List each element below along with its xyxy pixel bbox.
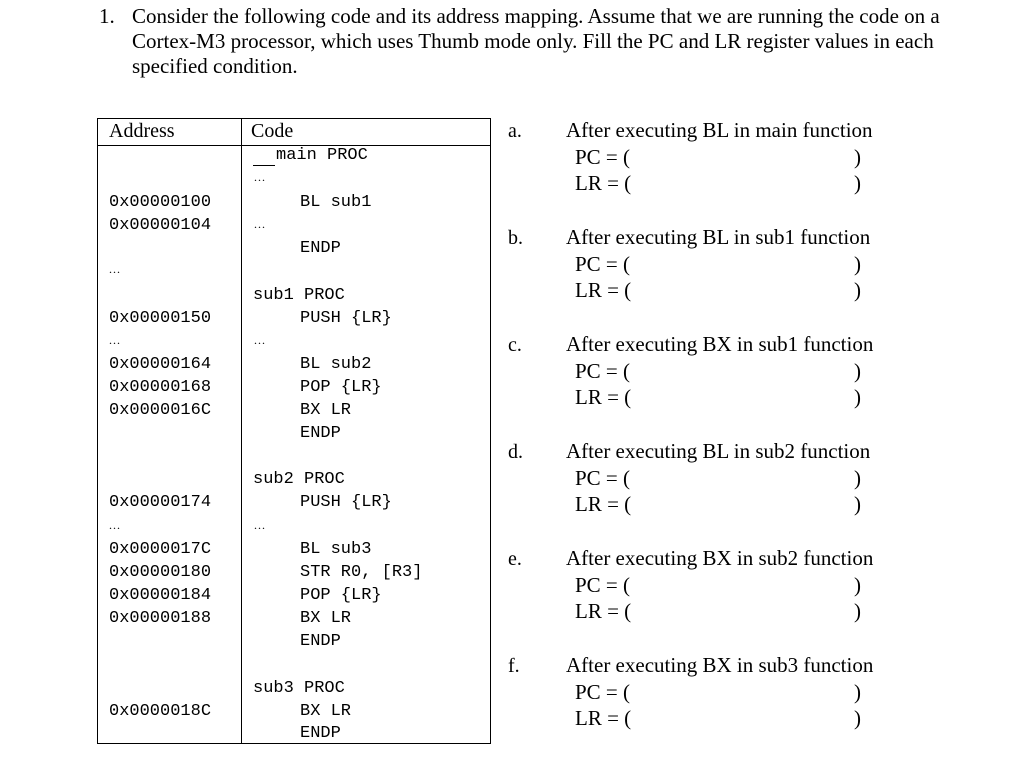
address-cell: 0x00000164 <box>109 355 212 374</box>
code-line: sub1 PROC <box>253 286 345 305</box>
close-paren: ) <box>854 145 861 169</box>
address-column-header: Address <box>109 120 175 142</box>
close-paren: ) <box>854 171 861 195</box>
address-cell: 0x00000104 <box>109 216 212 235</box>
pc-label: PC = ( <box>575 680 631 704</box>
pc-label: PC = ( <box>575 573 631 597</box>
code-ellipsis: ... <box>254 518 266 532</box>
address-cell: 0x00000168 <box>109 378 212 397</box>
code-line: BX LR <box>300 401 352 420</box>
code-line: STR R0, [R3] <box>300 563 423 582</box>
question-line: Consider the following code and its address mapping. Assume that we are running the code on a <box>132 4 940 28</box>
answer-title: After executing BL in sub2 function <box>566 439 871 463</box>
answer-title: After executing BX in sub3 function <box>566 653 874 677</box>
close-paren: ) <box>854 278 861 302</box>
lr-label: LR = ( <box>575 599 632 623</box>
code-line: BL sub1 <box>300 193 372 212</box>
address-cell: 0x00000174 <box>109 493 212 512</box>
answer-letter: c. <box>508 334 522 356</box>
code-line: main PROC <box>276 146 368 165</box>
answer-title: After executing BX in sub1 function <box>566 332 874 356</box>
close-paren: ) <box>854 599 861 623</box>
answer-letter: f. <box>508 655 520 677</box>
close-paren: ) <box>854 252 861 276</box>
close-paren: ) <box>854 492 861 516</box>
address-ellipsis: ... <box>109 262 121 276</box>
address-cell: 0x0000016C <box>109 401 212 420</box>
address-cell: 0x00000188 <box>109 609 212 628</box>
close-paren: ) <box>854 573 861 597</box>
answer-title: After executing BL in sub1 function <box>566 225 871 249</box>
lr-label: LR = ( <box>575 278 632 302</box>
main-underscore <box>253 165 275 166</box>
address-ellipsis: ... <box>109 518 121 532</box>
code-line: ENDP <box>300 632 341 651</box>
code-line: ENDP <box>300 239 341 258</box>
code-ellipsis: ... <box>254 170 266 184</box>
answer-title: After executing BX in sub2 function <box>566 546 874 570</box>
question-text <box>132 4 992 79</box>
close-paren: ) <box>854 359 861 383</box>
column-divider <box>241 119 242 743</box>
pc-label: PC = ( <box>575 145 631 169</box>
code-line: PUSH {LR} <box>300 493 392 512</box>
code-line: ENDP <box>300 724 341 743</box>
code-ellipsis: ... <box>254 333 266 347</box>
answer-letter: d. <box>508 441 523 463</box>
answer-letter: e. <box>508 548 522 570</box>
lr-label: LR = ( <box>575 385 632 409</box>
code-line: BX LR <box>300 609 352 628</box>
lr-label: LR = ( <box>575 492 632 516</box>
code-line: POP {LR} <box>300 586 382 605</box>
code-line: POP {LR} <box>300 378 382 397</box>
close-paren: ) <box>854 466 861 490</box>
answer-letter: b. <box>508 227 523 249</box>
address-cell: 0x00000100 <box>109 193 212 212</box>
address-ellipsis: ... <box>109 333 121 347</box>
address-cell: 0x00000180 <box>109 563 212 582</box>
lr-label: LR = ( <box>575 706 632 730</box>
code-line: BL sub2 <box>300 355 372 374</box>
answer-letter: a. <box>508 120 522 142</box>
pc-label: PC = ( <box>575 359 631 383</box>
address-cell: 0x00000150 <box>109 309 212 328</box>
address-cell: 0x00000184 <box>109 586 212 605</box>
address-cell: 0x0000017C <box>109 540 212 559</box>
pc-label: PC = ( <box>575 252 631 276</box>
code-column-header: Code <box>251 120 294 142</box>
answer-title: After executing BL in main function <box>566 118 873 142</box>
code-line: PUSH {LR} <box>300 309 392 328</box>
address-cell: 0x0000018C <box>109 702 212 721</box>
code-line: BL sub3 <box>300 540 372 559</box>
code-line: sub2 PROC <box>253 470 345 489</box>
code-table <box>97 118 491 744</box>
question-line: specified condition. <box>132 54 298 78</box>
code-line: BX LR <box>300 702 352 721</box>
close-paren: ) <box>854 385 861 409</box>
question-number: 1. <box>99 4 115 28</box>
code-line: ENDP <box>300 424 341 443</box>
close-paren: ) <box>854 706 861 730</box>
code-line: sub3 PROC <box>253 679 345 698</box>
code-ellipsis: ... <box>254 217 266 231</box>
close-paren: ) <box>854 680 861 704</box>
question-line: Cortex-M3 processor, which uses Thumb mode only. Fill the PC and LR register values in each <box>132 29 934 53</box>
pc-label: PC = ( <box>575 466 631 490</box>
lr-label: LR = ( <box>575 171 632 195</box>
